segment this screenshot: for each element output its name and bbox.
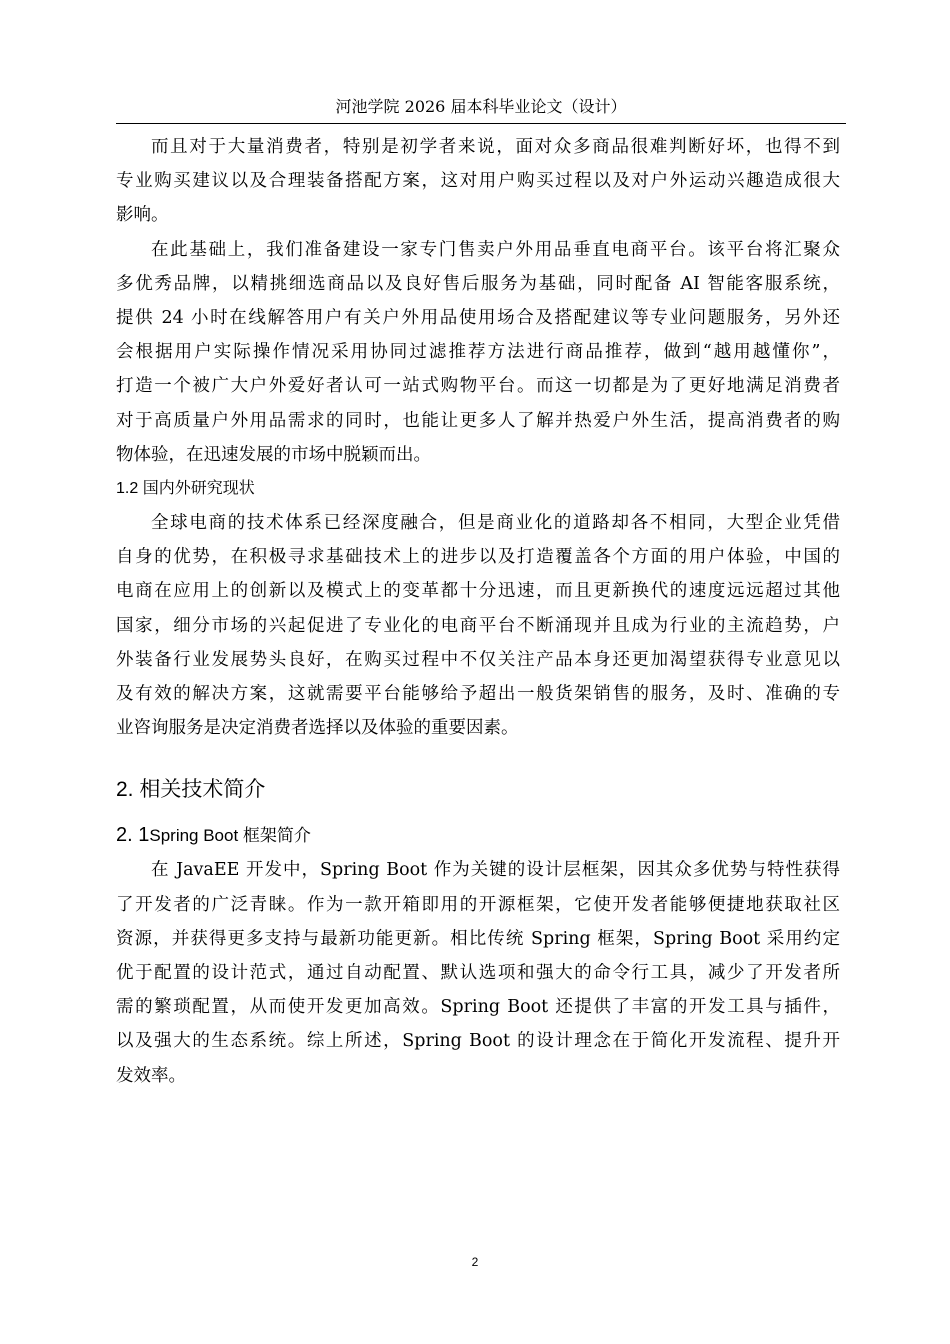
text-line: 电商在应用上的创新以及模式上的变革都十分迅速，而且更新换代的速度远远超过其他 — [116, 581, 840, 602]
section-number: 2. 1 — [116, 824, 150, 847]
page-header: 河池学院 2026 届本科毕业论文（设计） — [335, 97, 627, 116]
text-line: 在此基础上，我们准备建设一家专门售卖户外用品垂直电商平台。该平台将汇聚众 — [151, 239, 840, 260]
text-line: 了开发者的广泛青睐。作为一款开箱即用的开源框架，它使开发者能够便捷地获取社区 — [116, 894, 840, 915]
text-line: 资源，并获得更多支持与最新功能更新。相比传统 Spring 框架，Spring Boot 采用约定 — [116, 928, 840, 949]
page-number: 2 — [471, 1255, 479, 1269]
text-line: 优于配置的设计范式，通过自动配置、默认选项和强大的命令行工具，减少了开发者所 — [116, 963, 840, 984]
text-line: 会根据用户实际操作情况采用协同过滤推荐方法进行商品推荐，做到“越用越懂你”， — [116, 342, 840, 363]
section-heading-1-2: 1.2 国内外研究现状 — [116, 480, 255, 498]
text-line: 需的繁琐配置，从而使开发更加高效。Spring Boot 还提供了丰富的开发工具与插件， — [116, 997, 840, 1018]
paragraph-spring-boot — [116, 853, 840, 1092]
section-title: Spring Boot 框架简介 — [149, 826, 311, 846]
section-heading-2-1 — [116, 817, 840, 853]
text-line: 自身的优势，在积极寻求基础技术上的进步以及打造覆盖各个方面的用户体验，中国的 — [116, 547, 840, 568]
text-line: 提供 24 小时在线解答用户有关户外用品使用场合及搭配建议等专业问题服务，另外还 — [116, 308, 840, 329]
paragraph-research-status — [116, 506, 840, 745]
text-line: 及有效的解决方案，这就需要平台能够给予超出一般货架销售的服务，及时、准确的专 — [116, 684, 840, 705]
header-rule — [116, 123, 846, 124]
text-line: 外装备行业发展势头良好，在购买过程中不仅关注产品本身还更加渴望获得专业意见以 — [116, 649, 840, 670]
chapter-heading-2: 2. 相关技术简介 — [116, 778, 266, 802]
text-line: 对于高质量户外用品需求的同时，也能让更多人了解并热爱户外生活，提高消费者的购 — [116, 410, 840, 431]
text-line: 打造一个被广大户外爱好者认可一站式购物平台。而这一切都是为了更好地满足消费者 — [116, 376, 840, 397]
paragraph-consumer-issues — [116, 130, 840, 233]
text-line: 全球电商的技术体系已经深度融合，但是商业化的道路却各不相同，大型企业凭借 — [151, 513, 840, 534]
text-line: 而且对于大量消费者，特别是初学者来说，面对众多商品很难判断好坏，也得不到 — [151, 137, 840, 157]
text-line: 国家，细分市场的兴起促进了专业化的电商平台不断涌现并且成为行业的主流趋势，户 — [116, 615, 840, 636]
text-line: 以及强大的生态系统。综上所述，Spring Boot 的设计理念在于简化开发流程、提升开 — [116, 1031, 840, 1052]
document-body — [116, 130, 840, 1093]
text-line: 在 JavaEE 开发中，Spring Boot 作为关键的设计层框架，因其众多优势与特性获得 — [151, 860, 840, 881]
text-line: 影响。 — [116, 205, 169, 226]
text-line: 业咨询服务是决定消费者选择以及体验的重要因素。 — [116, 718, 519, 739]
text-line: 多优秀品牌，以精挑细选商品以及良好售后服务为基础，同时配备 AI 智能客服系统， — [116, 273, 840, 294]
text-line: 发效率。 — [116, 1065, 186, 1086]
text-line: 专业购买建议以及合理装备搭配方案，这对用户购买过程以及对户外运动兴趣造成很大 — [116, 171, 840, 192]
paragraph-platform-plan — [116, 233, 840, 472]
text-line: 物体验，在迅速发展的市场中脱颖而出。 — [116, 444, 431, 465]
